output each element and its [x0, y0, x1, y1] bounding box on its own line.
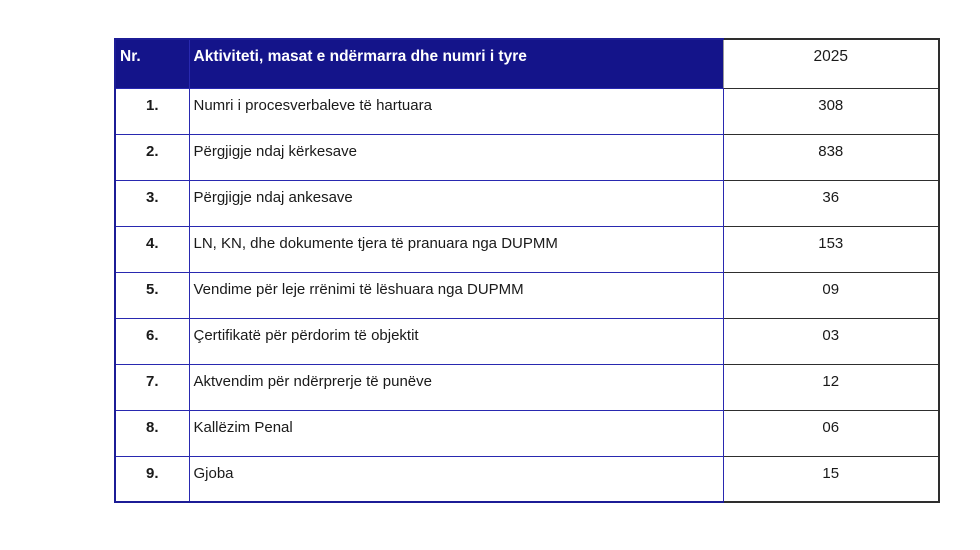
- row-activity: Numri i procesverbaleve të hartuara: [189, 88, 723, 134]
- table-row: [115, 456, 939, 502]
- table-header-row: [115, 39, 939, 88]
- row-value: 153: [723, 226, 939, 272]
- row-value: 308: [723, 88, 939, 134]
- row-activity: Përgjigje ndaj ankesave: [189, 180, 723, 226]
- row-value: 12: [723, 364, 939, 410]
- row-activity: Gjoba: [189, 456, 723, 502]
- row-value: 03: [723, 318, 939, 364]
- row-activity: LN, KN, dhe dokumente tjera të pranuara nga DUPMM: [189, 226, 723, 272]
- header-activity: Aktiviteti, masat e ndërmarra dhe numri i tyre: [189, 39, 723, 88]
- row-value: 06: [723, 410, 939, 456]
- row-value: 09: [723, 272, 939, 318]
- table-row: [115, 318, 939, 364]
- row-number: 7.: [115, 364, 189, 410]
- row-activity: Kallëzim Penal: [189, 410, 723, 456]
- table-row: [115, 364, 939, 410]
- row-activity: Përgjigje ndaj kërkesave: [189, 134, 723, 180]
- row-number: 8.: [115, 410, 189, 456]
- row-number: 9.: [115, 456, 189, 502]
- row-value: 15: [723, 456, 939, 502]
- header-year: 2025: [723, 39, 939, 88]
- row-number: 2.: [115, 134, 189, 180]
- row-number: 5.: [115, 272, 189, 318]
- table-row: [115, 180, 939, 226]
- activities-report-table: [114, 38, 940, 503]
- table-row: [115, 134, 939, 180]
- row-activity: Çertifikatë për përdorim të objektit: [189, 318, 723, 364]
- row-activity: Aktvendim për ndërprerje të punëve: [189, 364, 723, 410]
- table-row: [115, 410, 939, 456]
- row-activity: Vendime për leje rrënimi të lëshuara nga DUPMM: [189, 272, 723, 318]
- row-number: 1.: [115, 88, 189, 134]
- header-nr: Nr.: [115, 39, 189, 88]
- table-row: [115, 226, 939, 272]
- table-row: [115, 272, 939, 318]
- row-number: 4.: [115, 226, 189, 272]
- row-value: 36: [723, 180, 939, 226]
- row-value: 838: [723, 134, 939, 180]
- row-number: 3.: [115, 180, 189, 226]
- row-number: 6.: [115, 318, 189, 364]
- table-row: [115, 88, 939, 134]
